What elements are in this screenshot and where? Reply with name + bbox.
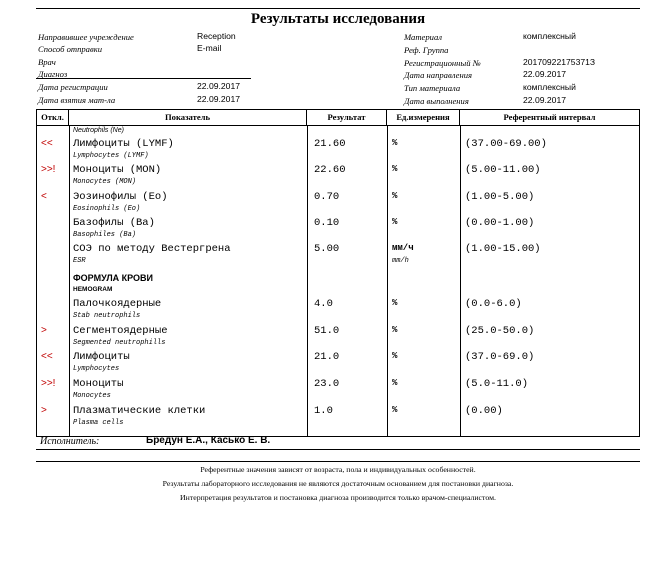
table-body <box>37 126 639 436</box>
col-divider <box>307 126 308 436</box>
meta-value-material: комплексный <box>523 31 576 41</box>
meta-value-referral-date: 22.09.2017 <box>523 69 567 79</box>
title-rule <box>36 8 640 9</box>
result-value: 0.70 <box>314 191 340 203</box>
result-value: 51.0 <box>314 325 340 337</box>
col-header-unit: Ед.измерения <box>387 110 460 125</box>
col-header-deviation: Откл. <box>37 110 69 125</box>
results-table <box>36 109 640 437</box>
col-header-result: Результат <box>307 110 387 125</box>
result-value: 0.10 <box>314 217 340 229</box>
meta-label-sample-date: Дата взятия мат-ла <box>38 95 116 105</box>
unit-value: % <box>392 298 398 308</box>
indicator-sub: Lymphocytes <box>73 365 120 373</box>
reference-range: (5.00-11.00) <box>465 164 541 176</box>
meta-label-exec-date: Дата выполнения <box>404 96 469 106</box>
indicator-name: Палочкоядерные <box>73 298 162 310</box>
meta-label-institution: Направившее учреждение <box>38 32 134 42</box>
reference-range: (1.00-15.00) <box>465 243 541 255</box>
deviation-flag: > <box>41 405 47 416</box>
reference-range: (0.0-6.0) <box>465 298 522 310</box>
unit-value: % <box>392 138 398 148</box>
deviation-flag: < <box>41 191 47 202</box>
indicator-sub: Plasma cells <box>73 419 124 427</box>
indicator-name: Лимфоциты (LYMF) <box>73 138 174 150</box>
unit-value: % <box>392 378 398 388</box>
deviation-flag: >>! <box>41 164 56 175</box>
executor-label: Исполнитель: <box>40 436 100 447</box>
meta-label-material: Материал <box>404 32 442 42</box>
unit-value: % <box>392 164 398 174</box>
result-value: 23.0 <box>314 378 340 390</box>
meta-value-reg-date: 22.09.2017 <box>197 81 241 91</box>
executor-value: Бредун Е.А., Касько Е. В. <box>146 435 271 446</box>
executor-rule <box>36 449 640 450</box>
indicator-name: Плазматические клетки <box>73 405 206 417</box>
deviation-flag: << <box>41 138 53 149</box>
indicator-name: Моноциты (MON) <box>73 164 162 176</box>
unit-value: % <box>392 191 398 201</box>
unit-value: % <box>392 217 398 227</box>
indicator-sub: Eosinophils (Eo) <box>73 205 141 213</box>
reference-range: (1.00-5.00) <box>465 191 535 203</box>
indicator-sub: Lymphocytes (LYMF) <box>73 152 149 160</box>
meta-value-material-type: комплексный <box>523 82 576 92</box>
table-header <box>37 110 639 126</box>
reference-range: (5.0-11.0) <box>465 378 529 390</box>
result-value: 4.0 <box>314 298 333 310</box>
footer-note: Референтные значения зависят от возраста, пола и индивидуальных особенностей. <box>200 465 476 474</box>
section-title: ФОРМУЛА КРОВИ <box>73 273 153 283</box>
meta-value-exec-date: 22.09.2017 <box>523 95 567 105</box>
unit-value: % <box>392 405 398 415</box>
meta-label-send-method: Способ отправки <box>38 44 103 54</box>
result-value: 21.60 <box>314 138 346 150</box>
unit-value: % <box>392 351 398 361</box>
reference-range: (0.00-1.00) <box>465 217 535 229</box>
deviation-flag: << <box>41 351 53 362</box>
result-value: 22.60 <box>314 164 346 176</box>
result-value: 21.0 <box>314 351 340 363</box>
indicator-name: Лимфоциты <box>73 351 130 363</box>
col-divider <box>387 126 388 436</box>
footer-rule <box>36 461 640 462</box>
meta-label-ref-group: Реф. Группа <box>404 45 449 55</box>
indicator-sub: Monocytes <box>73 392 111 400</box>
reference-range: (37.0-69.0) <box>465 351 535 363</box>
indicator-sub: Segmented neutrophills <box>73 339 166 347</box>
footer-note: Результаты лабораторного исследования не являются достаточным основанием для постановки диагноза. <box>162 479 514 488</box>
section-sub: HEMOGRAM <box>73 286 113 293</box>
meta-value-send-method: E-mail <box>197 43 222 53</box>
meta-label-reg-number: Регистрационный № <box>404 58 481 68</box>
meta-label-doctor: Врач <box>38 57 56 67</box>
col-divider <box>460 126 461 436</box>
unit-value: % <box>392 325 398 335</box>
indicator-name: Базофилы (Ba) <box>73 217 155 229</box>
indicator-sub: Basophiles (Ba) <box>73 231 137 239</box>
meta-value-institution: Reception <box>197 31 236 41</box>
meta-label-diagnosis: Диагноз <box>38 69 68 79</box>
indicator-name: Эозинофилы (Eo) <box>73 191 168 203</box>
deviation-flag: > <box>41 325 47 336</box>
footer-note: Интерпретация результатов и постановка диагноза производится только врачом-специалистом. <box>180 493 496 502</box>
meta-divider <box>36 78 251 79</box>
deviation-flag: >>! <box>41 378 56 389</box>
meta-value-reg-number: 20170922175371З <box>523 57 596 67</box>
indicator-sub: Monocytes (MON) <box>73 178 137 186</box>
col-divider <box>69 126 70 436</box>
page-title: Результаты исследования <box>250 11 426 27</box>
meta-label-material-type: Тип материала <box>404 83 461 93</box>
indicator-sub: Stab neutrophils <box>73 312 141 320</box>
meta-value-sample-date: 22.09.2017 <box>197 94 241 104</box>
meta-label-reg-date: Дата регистрации <box>38 82 108 92</box>
indicator-name: Сегментоядерные <box>73 325 168 337</box>
reference-range: (0.00) <box>465 405 503 417</box>
top-sub-label: Neutrophils (Ne) <box>73 127 124 134</box>
result-value: 5.00 <box>314 243 340 255</box>
indicator-name: СОЭ по методу Вестергрена <box>73 243 231 255</box>
col-header-indicator: Показатель <box>69 110 307 125</box>
reference-range: (25.0-50.0) <box>465 325 535 337</box>
indicator-name: Моноциты <box>73 378 124 390</box>
indicator-sub: ESR <box>73 257 86 265</box>
result-value: 1.0 <box>314 405 333 417</box>
reference-range: (37.00-69.00) <box>465 138 547 150</box>
meta-label-referral-date: Дата направления <box>404 70 473 80</box>
unit-value: мм/ч <box>392 243 414 253</box>
unit-sub: mm/h <box>392 257 409 265</box>
col-header-reference: Референтный интервал <box>503 112 596 122</box>
